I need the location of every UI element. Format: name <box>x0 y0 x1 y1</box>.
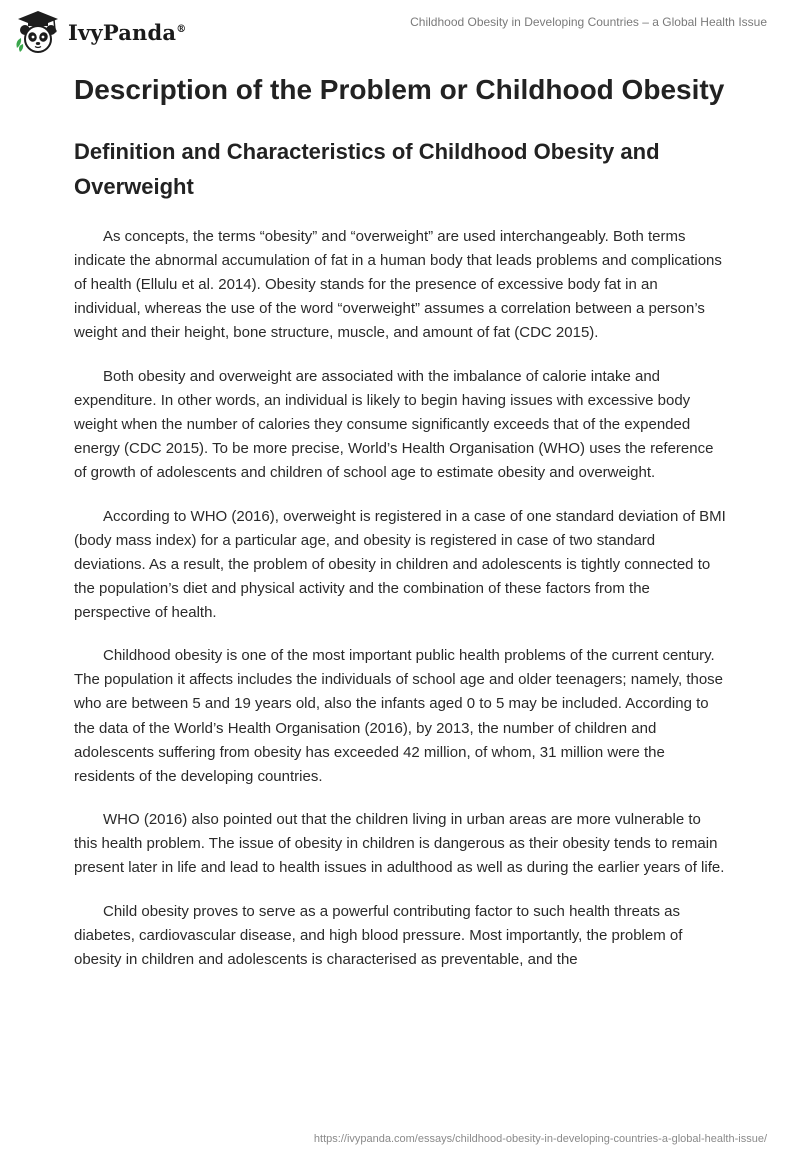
brand-logo[interactable] <box>14 8 186 56</box>
paragraph: Childhood obesity is one of the most important public health problems of the current century. The population it affects includes the individuals of school age and older teenagers; namely, those who are between 5 and 19 years old, also the infants aged 0 to 5 may be included. According to the data of the World’s Health Organisation (2016), by 2013, the number of children and adolescents suffering from obesity has exceeded 42 million, of whom, 31 million were the residents of the developing countries. <box>74 647 724 785</box>
paragraph: WHO (2016) also pointed out that the children living in urban areas are more vulnerable to this health problem. The issue of obesity in children is dangerous as their obesity tends to remain present later in life and lead to health issues in adulthood as well as during the earlier years of life. <box>74 811 725 877</box>
panda-graduate-icon <box>14 8 62 56</box>
paragraph: Child obesity proves to serve as a powerful contributing factor to such health threats as diabetes, cardiovascular disease, and high blood pressure. Most importantly, the problem of obesity in children and adolescents is characterised as preventable, and the <box>74 902 683 968</box>
page-header <box>0 0 800 60</box>
paragraph: Both obesity and overweight are associated with the imbalance of calorie intake and expenditure. In other words, an individual is likely to begin having issues with excessive body weight when the number of calories they consume significantly exceeds that of the expended energy (CDC 2015). To be more precise, World’s Health Organisation (WHO) uses the reference of growth of adolescents and children of school age to estimate obesity and overweight. <box>74 367 714 482</box>
section-heading: Description of the Problem or Childhood Obesity <box>74 74 725 105</box>
brand-name: IvyPanda® <box>68 19 187 45</box>
document-title: Childhood Obesity in Developing Countries – a Global Health Issue <box>410 15 767 29</box>
essay-content <box>74 70 728 991</box>
source-url[interactable]: https://ivypanda.com/essays/childhood-obesity-in-developing-countries-a-global-health-issue/ <box>313 1133 767 1145</box>
subsection-heading: Definition and Characteristics of Childhood Obesity and Overweight <box>74 139 660 199</box>
paragraph: As concepts, the terms “obesity” and “overweight” are used interchangeably. Both terms indicate the abnormal accumulation of fat in a human body that leads problems and complications of health (Ellulu et al. 2014). Obesity stands for the presence of excessive body fat in an individual, whereas the use of the word “overweight” assumes a correlation between a person’s weight and their height, bone structure, muscle, and amount of fat (CDC 2015). <box>74 228 722 342</box>
paragraph: According to WHO (2016), overweight is registered in a case of one standard deviation of BMI (body mass index) for a particular age, and obesity is registered in case of two standard deviations. As a result, the problem of obesity in children and adolescents is tightly connected to the population’s diet and physical activity and the combination of these factors from the perspective of health. <box>74 507 726 621</box>
